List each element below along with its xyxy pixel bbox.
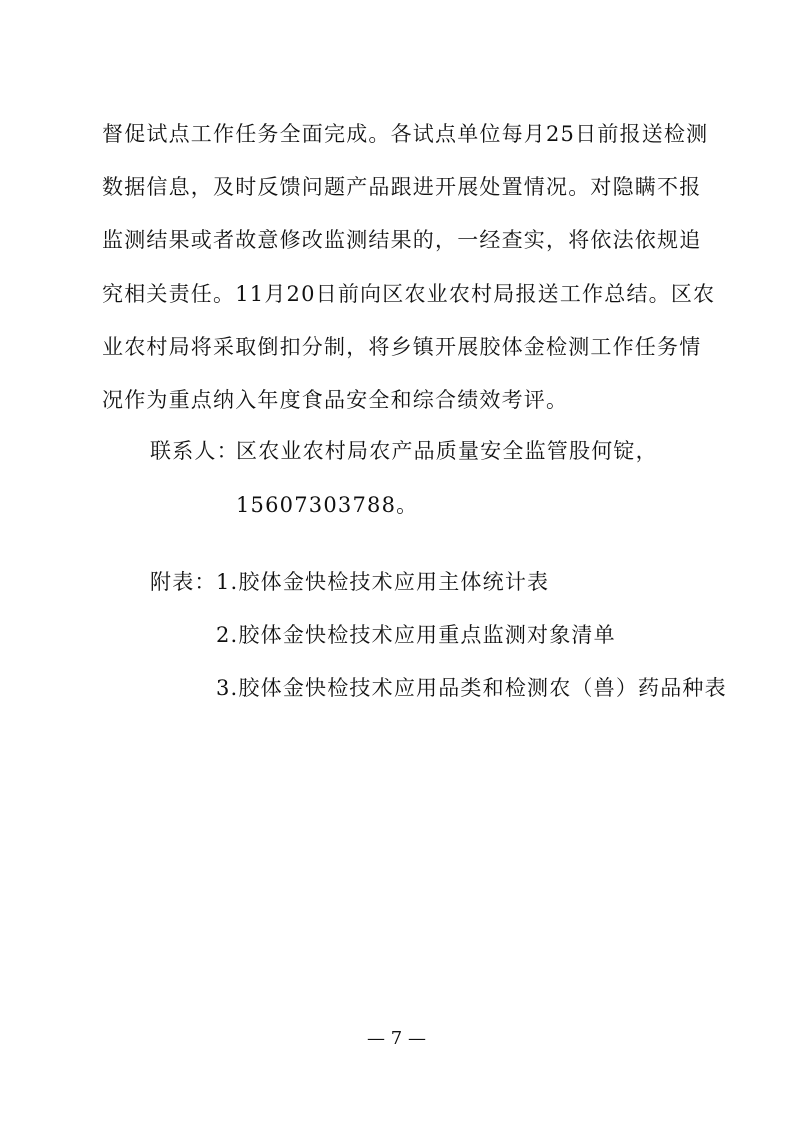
attachment-item: 1.胶体金快检技术应用主体统计表 bbox=[216, 570, 550, 594]
paragraph-line: 业农村局将采取倒扣分制，将乡镇开展胶体金检测工作任务情 bbox=[102, 335, 702, 359]
paragraph-line: 况作为重点纳入年度食品安全和综合绩效考评。 bbox=[102, 388, 569, 412]
paragraph-line: 究相关责任。11月20日前向区农业农村局报送工作总结。区农 bbox=[102, 282, 716, 306]
attachment-item: 3.胶体金快检技术应用品类和检测农（兽）药品种表 bbox=[216, 676, 727, 700]
contact-text: 区农业农村局农产品质量安全监管股何锭， bbox=[236, 439, 658, 463]
page-number: — 7 — bbox=[367, 1028, 426, 1049]
contact-phone: 15607303788。 bbox=[236, 493, 419, 517]
attachment-item: 2.胶体金快检技术应用重点监测对象清单 bbox=[216, 623, 616, 647]
paragraph-line: 督促试点工作任务全面完成。各试点单位每月25日前报送检测 bbox=[102, 122, 709, 146]
paragraph-line: 监测结果或者故意修改监测结果的，一经查实，将依法依规追 bbox=[102, 228, 702, 252]
paragraph-line: 数据信息，及时反馈问题产品跟进开展处置情况。对隐瞒不报 bbox=[102, 175, 702, 199]
attachments-label: 附表： bbox=[150, 570, 217, 594]
contact-label: 联系人： bbox=[150, 439, 239, 463]
